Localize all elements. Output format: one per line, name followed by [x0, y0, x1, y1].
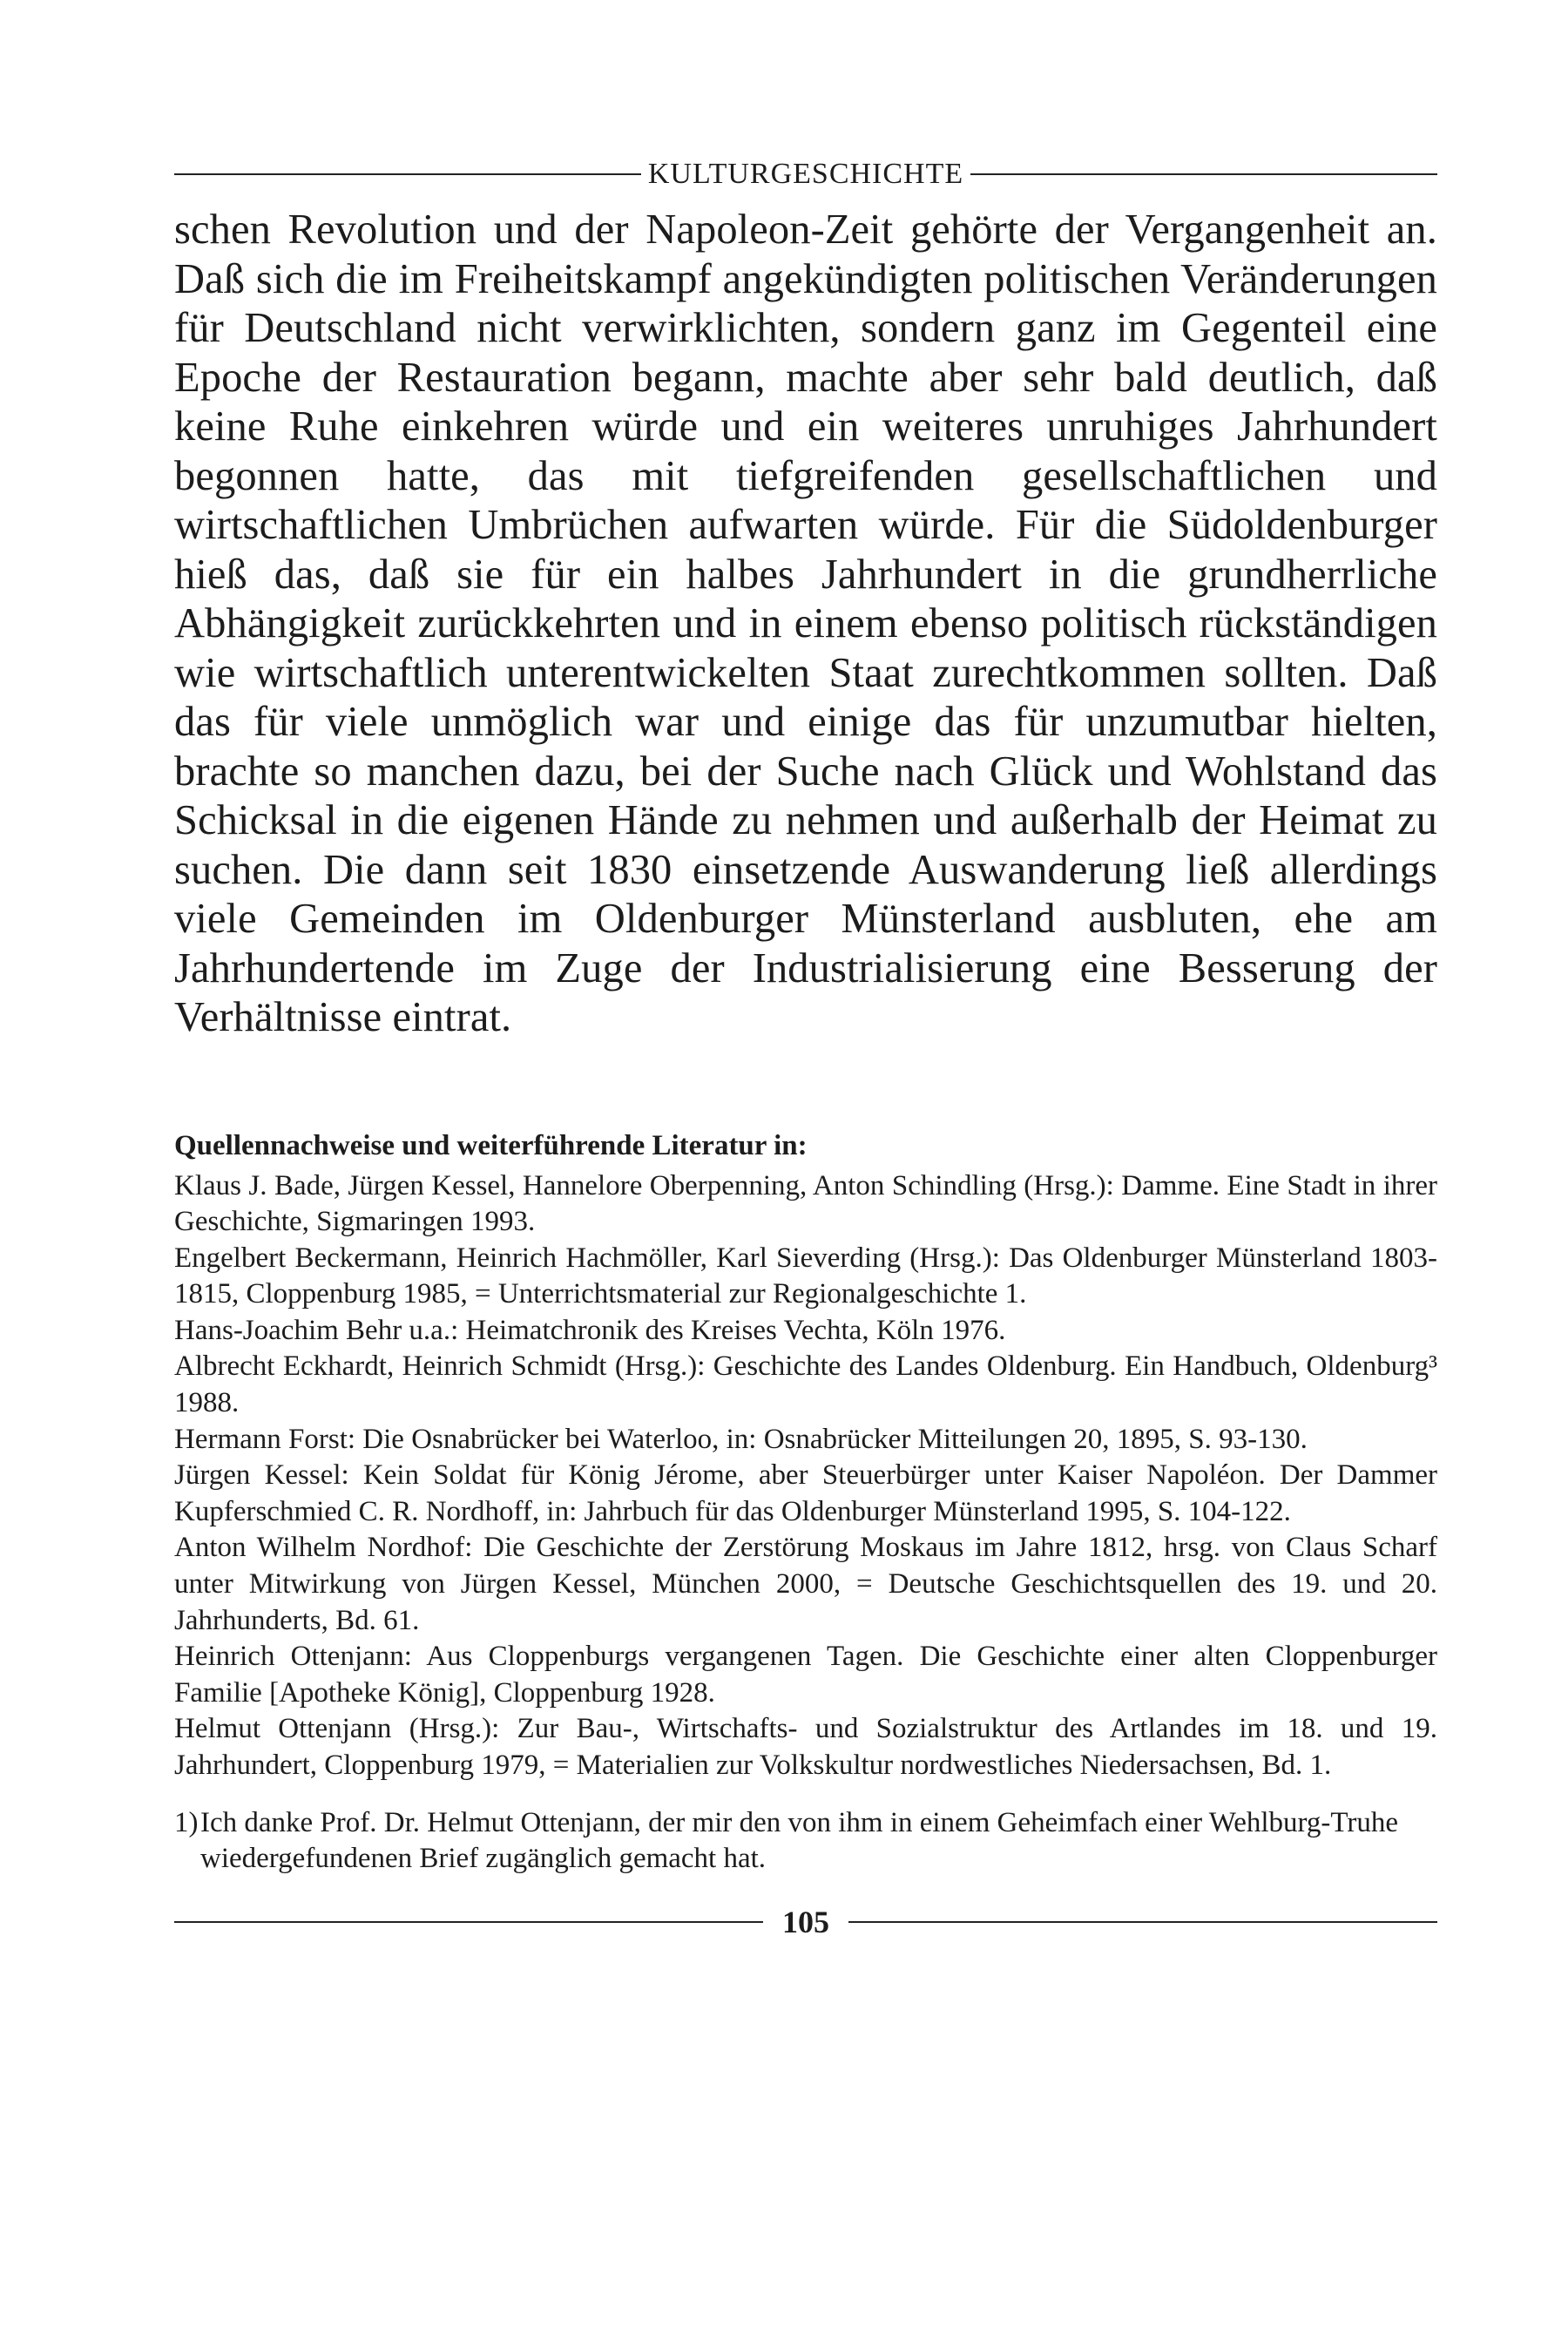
literature-entry: Hans-Joachim Behr u.a.: Heimatchronik des Kreises Vechta, Köln 1976. — [174, 1314, 1006, 1346]
literature-heading: Quellennachweise und weiterführende Literatur in: — [174, 1129, 808, 1161]
literature-entry: Jürgen Kessel: Kein Soldat für König Jérome, aber Steuerbürger unter Kaiser Napoléon. Der Dammer Kupferschmied C. R. Nordhoff, in: Jahrbuch für das Oldenburger Münsterland 1995, S. 104-122. — [174, 1459, 1437, 1527]
section-title: KULTURGESCHICHTE — [647, 158, 964, 190]
literature-entry: Engelbert Beckermann, Heinrich Hachmöller, Karl Sieverding (Hrsg.): Das Oldenburger Münsterland 1803-1815, Cloppenburg 1985, = Unterrichtsmaterial zur Regionalgeschichte 1. — [174, 1242, 1437, 1310]
footnote-text: Ich danke Prof. Dr. Helmut Ottenjann, der mir den von ihm in einem Geheimfach einer Wehlburg-Truhe wiedergefundenen Brief zugänglich gemacht hat. — [200, 1806, 1399, 1875]
literature-entry: Helmut Ottenjann (Hrsg.): Zur Bau-, Wirtschafts- und Sozialstruktur des Artlandes im 18. und 19. Jahrhundert, Cloppenburg 1979, = Materialien zur Volkskultur nordwestliches Niedersachsen, Bd. 1. — [174, 1713, 1437, 1781]
footer-rule-left — [174, 1921, 763, 1923]
literature-entry: Anton Wilhelm Nordhof: Die Geschichte der Zerstörung Moskaus im Jahre 1812, hrsg. von Claus Scharf unter Mitwirkung von Jürgen Kessel, München 2000, = Deutsche Geschichtsquellen des 19. und 20. Jahrhunderts, Bd. 61. — [174, 1532, 1437, 1636]
literature-list — [174, 1168, 1437, 1784]
book-page — [174, 148, 1437, 1944]
footnote — [174, 1805, 1437, 1878]
footnote-number: 1) — [174, 1806, 199, 1838]
literature-entry: Heinrich Ottenjann: Aus Cloppenburgs vergangenen Tagen. Die Geschichte einer alten Cloppenburger Familie [Apotheke König], Cloppenburg 1928. — [174, 1641, 1437, 1709]
header-rule-left — [174, 173, 641, 175]
header-rule-right — [970, 173, 1437, 175]
page-footer — [174, 1900, 1437, 1944]
body-paragraph: schen Revolution und der Napoleon-Zeit gehörte der Vergangenheit an. Daß sich die im Freiheitskampf angekündigten politischen Veränderungen für Deutschland nicht verwirklichten, sondern ganz im Gegenteil eine Epoche der Restauration begann, machte aber sehr bald deutlich, daß keine Ruhe einkehren würde und ein weiteres unruhiges Jahrhundert begonnen hatte, das mit tiefgreifenden gesellschaftlichen und wirtschaftlichen Umbrüchen aufwarten würde. Für die Südoldenburger hieß das, daß sie für ein halbes Jahrhundert in die grundherrliche Abhängigkeit zurückkehrten und in einem ebenso politisch rückständigen wie wirtschaftlich unterentwickelten Staat zurechtkommen sollten. Daß das für viele unmöglich war und einige das für unzumutbar hielten, brachte so manchen dazu, bei der Suche nach Glück und Wohlstand das Schicksal in die eigenen Hände zu nehmen und außerhalb der Heimat zu suchen. Die dann seit 1830 einsetzende Auswanderung ließ allerdings viele Gemeinden im Oldenburger Münsterland ausbluten, ehe am Jahrhundertende im Zuge der Industrialisierung eine Besserung der Verhältnisse eintrat. — [174, 206, 1437, 1040]
literature-entry: Hermann Forst: Die Osnabrücker bei Waterloo, in: Osnabrücker Mitteilungen 20, 1895, S. 93-130. — [174, 1423, 1308, 1455]
literature-entry: Klaus J. Bade, Jürgen Kessel, Hannelore Oberpenning, Anton Schindling (Hrsg.): Damme. Eine Stadt in ihrer Geschichte, Sigmaringen 1993. — [174, 1169, 1437, 1238]
literature-entry: Albrecht Eckhardt, Heinrich Schmidt (Hrsg.): Geschichte des Landes Oldenburg. Ein Handbuch, Oldenburg³ 1988. — [174, 1350, 1437, 1419]
page-number: 105 — [782, 1904, 829, 1939]
footer-rule-right — [848, 1921, 1437, 1923]
running-header — [174, 148, 1437, 200]
